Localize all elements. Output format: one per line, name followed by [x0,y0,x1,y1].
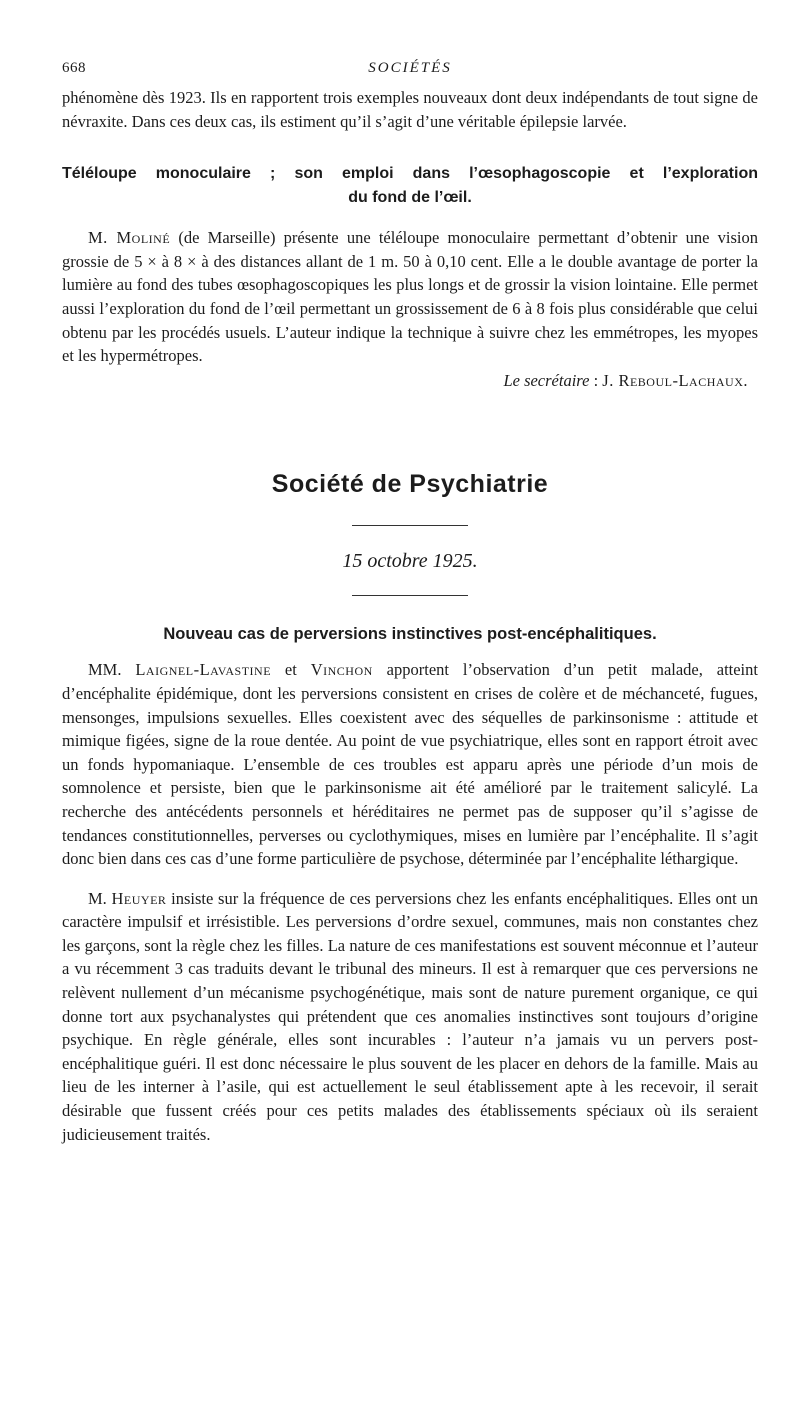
author-name: Laignel-Lavastine [135,660,272,680]
paragraph-laignel-lavastine [62,658,758,870]
author-name: Vinchon [310,660,373,680]
journal-page [62,52,758,1146]
paragraph-continued: phénomène dès 1923. Ils en rapportent trois exemples nouveaux dont deux indépendants de tout signe de névraxite. Dans ces deux cas, ils estiment qu’il s’agit d’une véritable épilepsie larvée. [62,88,758,131]
paragraph-moline [62,226,758,368]
page-number: 668 [62,60,86,76]
divider-rule [352,525,468,526]
author-name: Heuyer [111,888,167,908]
section-title-line-2: du fond de l’œil. [348,189,472,207]
section-title-perversions: Nouveau cas de perversions instinctives post-encéphalitiques. [163,625,657,644]
paragraph-heuyer [62,887,758,1147]
running-title: SOCIÉTÉS [368,60,452,76]
author-conjunction: et [271,660,311,680]
paragraph-text: (de Marseille) présente une téléloupe monoculaire permettant d’obtenir une vision grossie de 5 × à 8 × à des distances allant de 1 m. 50 à 0,10 cent. Elle a le double avantage de porter la lumière au fond des tubes œsophagoscopiques les plus longs et de grossir la vision lointaine. Elle permet aussi l’exploration du fond de l’œil permettant un grossissement de 6 à 8 fois plus considérable que celui obtenu par les procédés usuels. L’auteur indique la technique à suivre chez les emmétropes, les myopes et les hypermétropes. [62,228,758,366]
secretary-signature [62,369,758,393]
section-title-teleloupe [62,162,758,210]
signature-label: Le secrétaire [503,370,590,390]
society-heading: Société de Psychiatrie [271,470,549,499]
paragraph-text: apportent l’observation d’un petit malade, atteint d’encéphalite épidémique, dont les perversions consistent en crises de colère et de méchanceté, fugues, mensonges, impulsions sexuelles. Elles coexistent avec des séquelles de parkinsonisme : attitude et mimique figées, signe de la roue dentée. Au point de vue psychiatrique, elles sont en rapport étroit avec un fonds hypomaniaque. L’ensemble de ces troubles est apparu après une période d’un mois de somnolence et persiste, bien que le parkinsonisme ait été amélioré par le traitement salicylé. La recherche des antécédents personnels et héréditaires ne permet pas de supposer qu’il s’agisse de tendances constitutionnelles, perverses ou cyclothymiques, mises en lumière par l’encéphalite. Il s’agit donc bien dans ces cas d’une forme particulière de psychose, déterminée par l’encéphalite léthargique. [62,660,758,869]
section-title-line-1: Téléloupe monoculaire ; son emploi dans l’œsophagoscopie et l’exploration [62,165,758,183]
paragraph-text: insiste sur la fréquence de ces perversions chez les enfants encéphalitiques. Elles ont un caractère impulsif et irrésistible. Les perversions d’ordre sexuel, communes, mais non constantes chez les garçons, sont la règle chez les filles. La nature de ces manifestations est souvent méconnue et l’auteur a vu récemment 3 cas traduits devant le tribunal des mineurs. Il est à remarquer que ces perversions ne relèvent nullement d’un mécanisme psychogénétique, mais sont de nature purement organique, ce qui donne tort aux psychanalystes qui prétendent que ces anomalies instinctives sont toujours d’origine psychique. En règle générale, elles sont incurables : l’auteur n’a jamais vu un pervers post-encéphalitique guéri. Il est donc nécessaire le plus souvent de les placer en dehors de la famille. Mais au lieu de les interner à l’asile, qui est actuellement le seul établissement apte à les recevoir, il serait désirable que fussent créés pour ces petits malades des établissements spéciaux où ils seraient judicieusement traités. [62,888,758,1144]
author-prefix: MM. [88,660,136,680]
author-name: M. Moliné [88,228,171,248]
page-header [62,52,758,86]
signature-name: J. Reboul-Lachaux. [602,370,748,390]
session-date: 15 octobre 1925. [342,550,478,573]
author-prefix: M. [88,888,112,908]
divider-rule [352,595,468,596]
signature-separator: : [589,370,603,390]
